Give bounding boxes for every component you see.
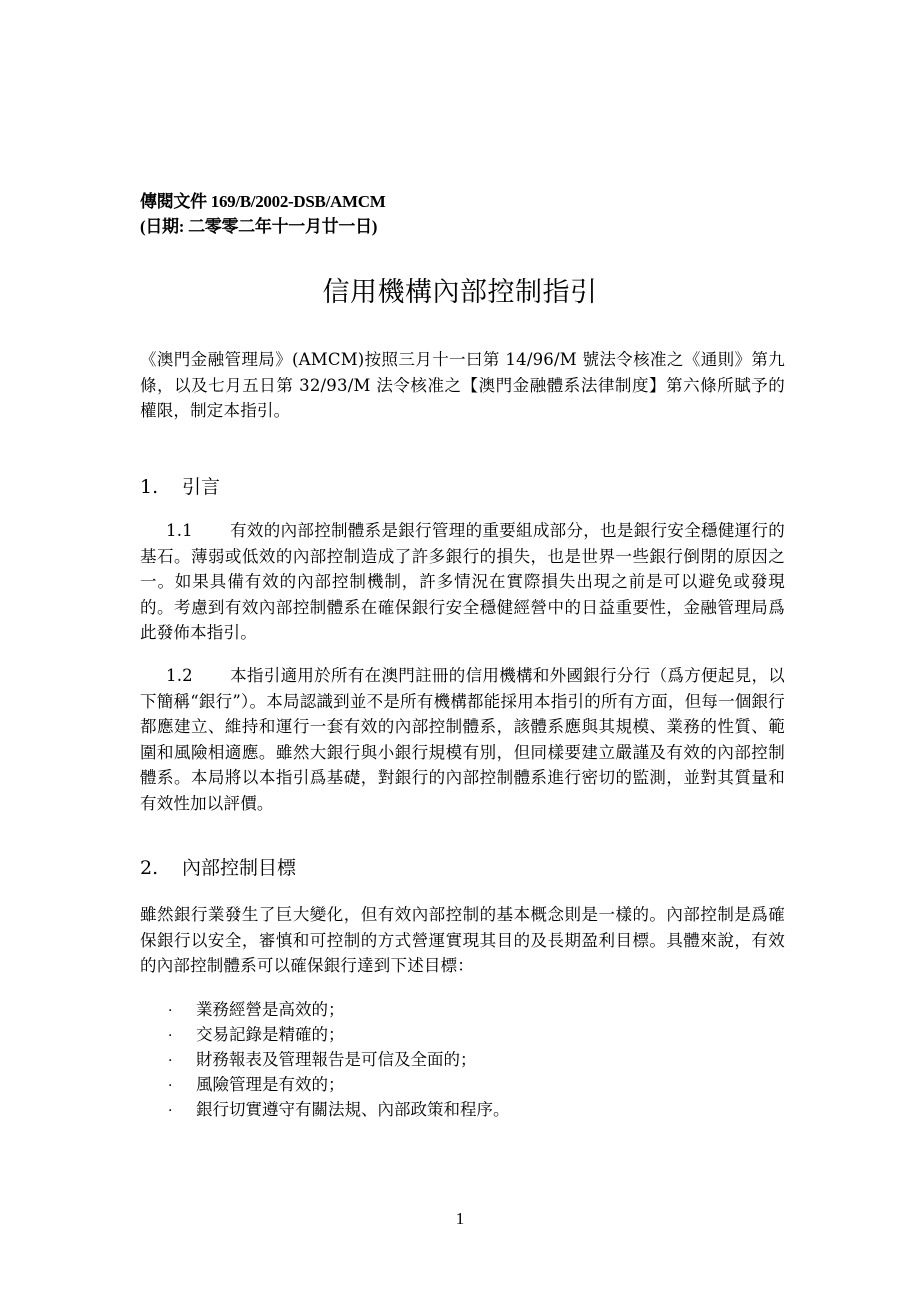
page-number: 1 (455, 1209, 465, 1228)
paragraph-text: 本指引適用於所有在澳門註冊的信用機構和外國銀行分行（爲方便起見，以下簡稱“銀行”）。本局認識到並不是所有機構都能採用本指引的所有方面，但每一個銀行都應建立、維持和運行一套有效的內部控制體系，該體系應與其規模、業務的性質、範圍和風險相適應。雖然大銀行與小銀行規模有別，但同樣要建立嚴謹及有效的內部控制體系。本局將以本指引爲基礎，對銀行的內部控制體系進行密切的監測，並對其質量和有效性加以評價。 (140, 666, 785, 813)
objectives-list (168, 998, 510, 1123)
paragraph-1-1 (140, 518, 785, 646)
paragraph-text: 有效的內部控制體系是銀行管理的重要組成部分，也是銀行安全穩健運行的基石。薄弱或低效的內部控制造成了許多銀行的損失，也是世界一些銀行倒閉的原因之一。如果具備有效的內部控制機制，許多情況在實際損失出現之前是可以避免或發現的。考慮到有效內部控制體系在確保銀行安全穩健經營中的日益重要性，金融管理局爲此發佈本指引。 (140, 521, 785, 642)
circular-date: (日期: 二零零二年十一月廿一日) (140, 217, 378, 236)
bullet-icon: · (168, 1078, 173, 1094)
bullet-icon: · (168, 1053, 173, 1069)
circular-number: 傳閱文件 169/B/2002-DSB/AMCM (140, 192, 386, 211)
list-item: · 財務報表及管理報告是可信及全面的； (168, 1048, 510, 1073)
list-item: · 銀行切實遵守有關法規、內部政策和程序。 (168, 1098, 510, 1123)
section-title: 引言 (182, 476, 221, 498)
list-item: · 業務經營是高效的； (168, 998, 510, 1023)
bullet-icon: · (168, 1003, 173, 1019)
section-number: 2. (140, 857, 159, 879)
section-2-intro: 雖然銀行業發生了巨大變化，但有效內部控制的基本概念則是一樣的。內部控制是爲確保銀行以安全，審慎和可控制的方式營運實現其目的及長期盈利目標。具體來說，有效的內部控制體系可以確保銀行達到下述目標： (140, 905, 785, 975)
document-title: 信用機構內部控制指引 (322, 277, 598, 308)
list-item: · 交易記錄是精確的； (168, 1023, 510, 1048)
bullet-icon: · (168, 1028, 173, 1044)
section-number: 1. (140, 476, 159, 498)
paragraph-number: 1.2 (166, 666, 193, 685)
paragraph-1-2 (140, 663, 785, 816)
section-title: 內部控制目標 (182, 857, 297, 879)
list-item: · 風險管理是有效的； (168, 1073, 510, 1098)
document-reference (140, 189, 385, 239)
preamble-paragraph: 《澳門金融管理局》(AMCM)按照三月十一曰第 14/96/M 號法令核准之《通則》第九條，以及七月五日第 32/93/M 法令核准之【澳門金融體系法律制度】第六條所賦予的權限，制定本指引。 (140, 350, 785, 420)
section-heading-2 (140, 855, 296, 881)
paragraph-number: 1.1 (166, 521, 193, 540)
section-heading-1 (140, 474, 220, 500)
bullet-icon: · (168, 1103, 173, 1119)
